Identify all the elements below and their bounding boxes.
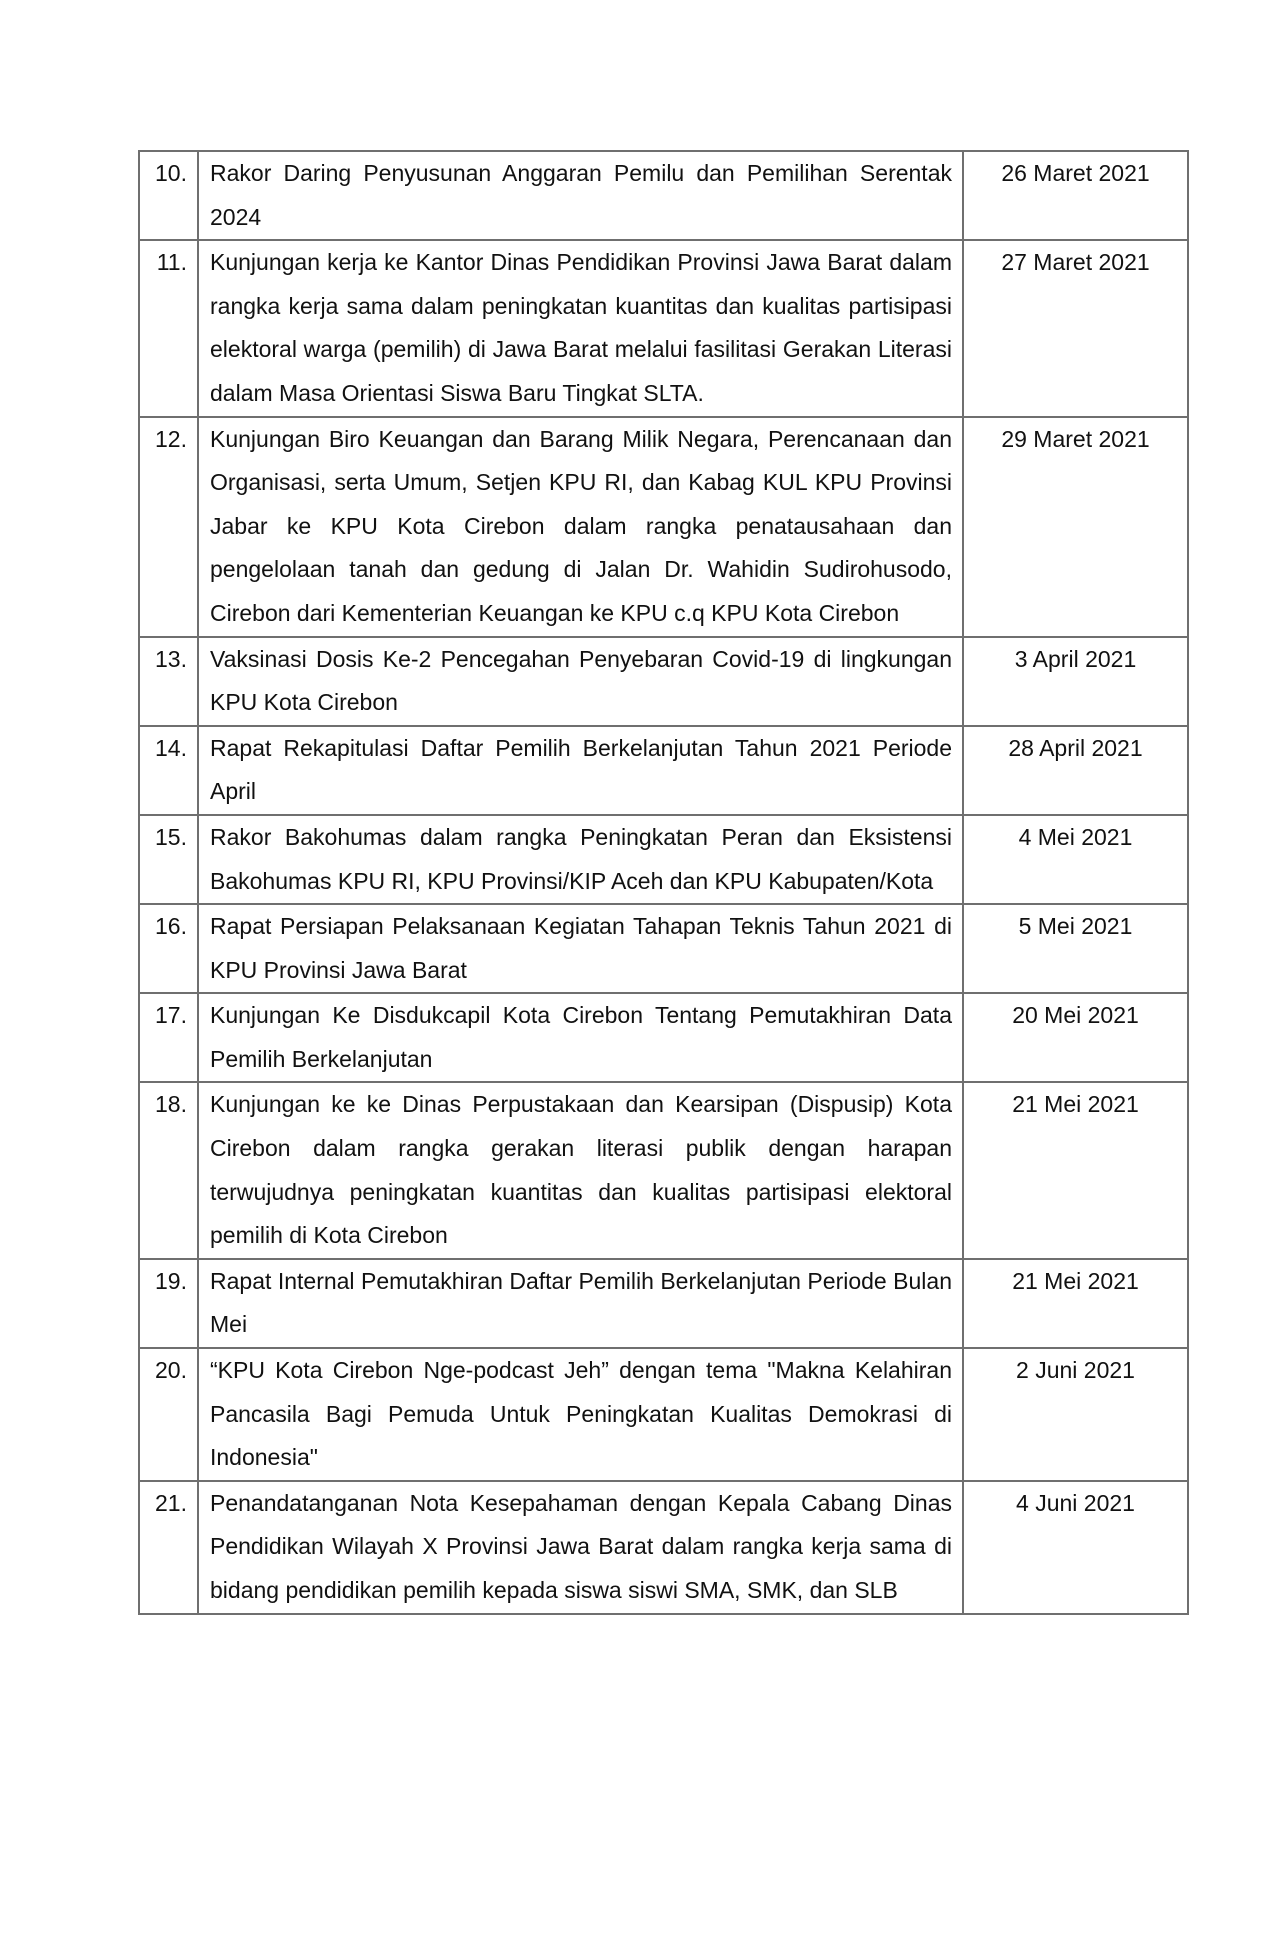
activity-text: Vaksinasi Dosis Ke-2 Pencegahan Penyebaran Covid-19 di lingkungan KPU Kota Cirebon — [210, 645, 952, 716]
table-row — [139, 637, 1188, 726]
activity-date: 26 Maret 2021 — [963, 151, 1188, 240]
row-number: 18. — [139, 1082, 198, 1258]
activity-description — [198, 240, 963, 416]
table-row — [139, 240, 1188, 416]
table-row — [139, 815, 1188, 904]
activity-date: 2 Juni 2021 — [963, 1348, 1188, 1481]
row-number: 21. — [139, 1481, 198, 1614]
activity-date: 5 Mei 2021 — [963, 904, 1188, 993]
activity-description — [198, 1259, 963, 1348]
activity-date: 20 Mei 2021 — [963, 993, 1188, 1082]
activity-date: 3 April 2021 — [963, 637, 1188, 726]
activity-text: Rakor Bakohumas dalam rangka Peningkatan Peran dan Eksistensi Bakohumas KPU RI, KPU Provinsi/KIP Aceh dan KPU Kabupaten/Kota — [210, 823, 952, 894]
activity-text: Rapat Internal Pemutakhiran Daftar Pemilih Berkelanjutan Periode Bulan Mei — [210, 1267, 952, 1338]
table-row — [139, 904, 1188, 993]
activity-table — [138, 150, 1189, 1615]
activity-date: 4 Mei 2021 — [963, 815, 1188, 904]
table-row — [139, 1259, 1188, 1348]
activity-date: 21 Mei 2021 — [963, 1259, 1188, 1348]
table-row — [139, 1481, 1188, 1614]
table-row — [139, 417, 1188, 637]
row-number: 20. — [139, 1348, 198, 1481]
activity-date: 29 Maret 2021 — [963, 417, 1188, 637]
activity-date: 27 Maret 2021 — [963, 240, 1188, 416]
row-number: 17. — [139, 993, 198, 1082]
activity-description — [198, 993, 963, 1082]
activity-description — [198, 637, 963, 726]
activity-text: Rapat Rekapitulasi Daftar Pemilih Berkelanjutan Tahun 2021 Periode April — [210, 734, 952, 805]
activity-date: 21 Mei 2021 — [963, 1082, 1188, 1258]
activity-description — [198, 815, 963, 904]
activity-text: Rakor Daring Penyusunan Anggaran Pemilu dan Pemilihan Serentak 2024 — [210, 160, 952, 230]
activity-description — [198, 1348, 963, 1481]
row-number: 13. — [139, 637, 198, 726]
activity-text: “KPU Kota Cirebon Nge-podcast Jeh” dengan tema "Makna Kelahiran Pancasila Bagi Pemuda Untuk Peningkatan Kualitas Demokrasi di Indonesia" — [210, 1357, 952, 1471]
activity-date: 4 Juni 2021 — [963, 1481, 1188, 1614]
row-number: 19. — [139, 1259, 198, 1348]
table-row — [139, 726, 1188, 815]
row-number: 12. — [139, 417, 198, 637]
row-number: 11. — [139, 240, 198, 416]
activity-text: Rapat Persiapan Pelaksanaan Kegiatan Tahapan Teknis Tahun 2021 di KPU Provinsi Jawa Barat — [210, 913, 952, 983]
activity-text: Penandatanganan Nota Kesepahaman dengan Kepala Cabang Dinas Pendidikan Wilayah X Provinsi Jawa Barat dalam rangka kerja sama di bidang pendidikan pemilih kepada siswa siswi SMA, SMK, dan SLB — [210, 1489, 952, 1603]
activity-description — [198, 1082, 963, 1258]
activity-description — [198, 417, 963, 637]
table-row — [139, 151, 1188, 240]
activity-date: 28 April 2021 — [963, 726, 1188, 815]
row-number: 10. — [139, 151, 198, 240]
activity-description — [198, 726, 963, 815]
activity-text: Kunjungan ke ke Dinas Perpustakaan dan Kearsipan (Dispusip) Kota Cirebon dalam rangka gerakan literasi publik dengan harapan terwujudnya peningkatan kuantitas dan kualitas partisipasi elektoral pemilih di Kota Cirebon — [210, 1091, 952, 1249]
table-row — [139, 1082, 1188, 1258]
row-number: 15. — [139, 815, 198, 904]
activity-description — [198, 904, 963, 993]
row-number: 14. — [139, 726, 198, 815]
table-row — [139, 1348, 1188, 1481]
activity-text: Kunjungan Biro Keuangan dan Barang Milik Negara, Perencanaan dan Organisasi, serta Umum, Setjen KPU RI, dan Kabag KUL KPU Provinsi Jabar ke KPU Kota Cirebon dalam rangka penatausahaan dan pengelolaan tanah dan gedung di Jalan Dr. Wahidin Sudirohusodo, Cirebon dari Kementerian Keuangan ke KPU c.q KPU Kota Cirebon — [210, 425, 952, 626]
activity-text: Kunjungan kerja ke Kantor Dinas Pendidikan Provinsi Jawa Barat dalam rangka kerja sama dalam peningkatan kuantitas dan kualitas partisipasi elektoral warga (pemilih) di Jawa Barat melalui fasilitasi Gerakan Literasi dalam Masa Orientasi Siswa Baru Tingkat SLTA. — [210, 249, 952, 406]
table-row — [139, 993, 1188, 1082]
activity-description — [198, 1481, 963, 1614]
activity-text: Kunjungan Ke Disdukcapil Kota Cirebon Tentang Pemutakhiran Data Pemilih Berkelanjutan — [210, 1002, 952, 1072]
activity-description — [198, 151, 963, 240]
row-number: 16. — [139, 904, 198, 993]
